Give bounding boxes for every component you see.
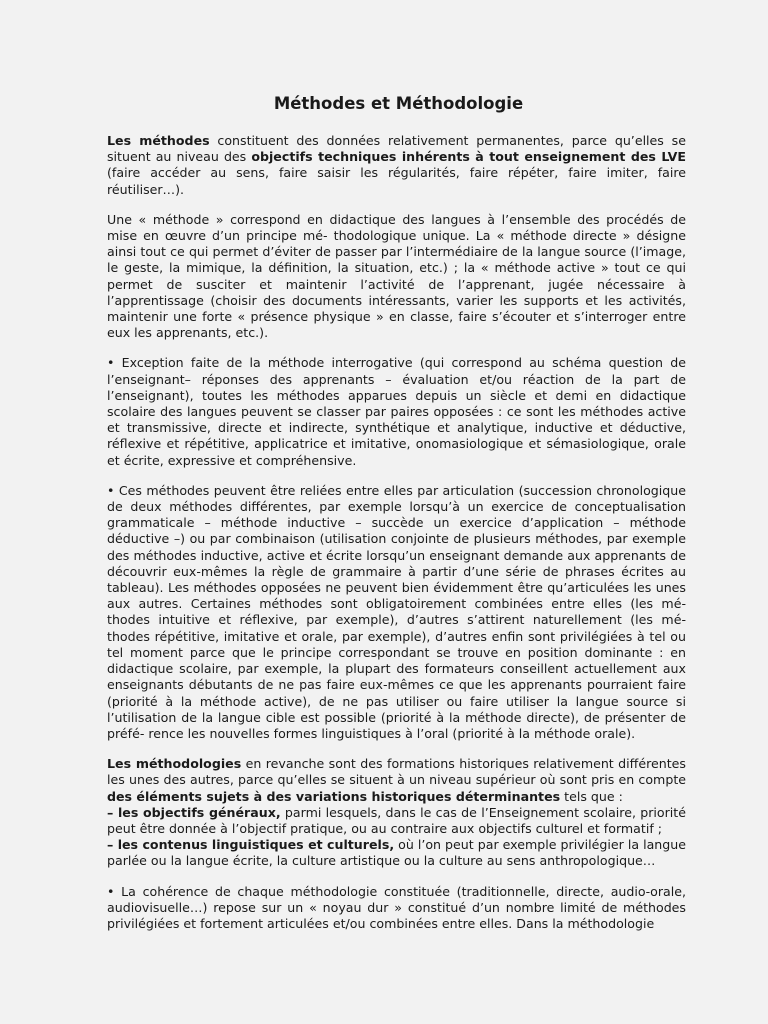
paragraph-text: tels que : [560, 788, 623, 804]
bold-term: Les méthodologies [107, 756, 242, 772]
list-item-text: parmi lesquels, dans le cas de l’Enseignement scolaire, priorité peut être donnée à l’objectif pratique, ou au contraire aux objectifs culturel et formatif ; [107, 804, 686, 836]
bold-term: objectifs techniques inhérents à tout enseignement des LVE [251, 149, 686, 165]
paragraph-text: constituent des données relativement permanentes, parce qu’elles se situent au niveau des [107, 133, 686, 165]
paragraph-bullet-coherence: • La cohérence de chaque méthodologie constituée (traditionnelle, directe, audio‑orale, audiovisuelle…) repose sur un « noyau dur » constitué d’un nombre limité de méthodes privilégiées et fortement articulées et/ou combinées entre elles. Dans la méthodologie [107, 883, 686, 931]
bold-term: – les contenus linguistiques et culturels, [107, 837, 395, 853]
list-item [107, 805, 686, 837]
paragraph-text: (faire accéder au sens, faire saisir les régularités, faire répéter, faire imiter, faire réutiliser…). [107, 165, 686, 197]
paragraph-methodologies [107, 756, 686, 869]
paragraph-text: en revanche sont des formations historiques relativement différentes les unes des autres, parce qu’elles se situent à un niveau supérieur où sont pris en compte [107, 756, 686, 788]
methodologies-intro [107, 756, 686, 805]
list-item [107, 837, 686, 869]
bold-term: des éléments sujets à des variations historiques déterminantes [107, 788, 561, 804]
paragraph-definition: Une « méthode » correspond en didactique des langues à l’ensemble des procédés de mise en œuvre d’un principe mé‑ thodologique unique. La « méthode directe » désigne ainsi tout ce qui permet d’éviter de passer par l’intermédiaire de la langue source (l’image, le geste, la mimique, la définition, la situation, etc.) ; la « méthode active » tout ce qui permet de susciter et maintenir l’activité de l’apprenant, jugée nécessaire à l’apprentissage (choisir des documents intéressants, varier les supports et les activités, maintenir une forte « présence physique » en classe, faire s’écouter et s’interroger entre eux les apprenants, etc.). [107, 211, 686, 341]
paragraph-methodes [107, 133, 686, 198]
page-title: Méthodes et Méthodologie [273, 94, 524, 113]
bold-term: – les objectifs généraux, [107, 804, 281, 820]
list-item-text: où l’on peut par exemple privilégier la langue parlée ou la langue écrite, la culture artistique ou la culture au sens anthropologique… [107, 837, 686, 869]
bold-term: Les méthodes [107, 133, 210, 148]
paragraph-bullet-articulation: • Ces méthodes peuvent être reliées entre elles par articulation (succession chronologique de deux méthodes différentes, par exemple lorsqu’à un exercice de conceptualisation grammaticale – méthode inductive – succède un exercice d’application – méthode déductive –) ou par combinaison (utilisation conjointe de plusieurs méthodes, par exemple des méthodes inductive, active et écrite lorsqu’un enseignant demande aux apprenants de découvrir eux‑mêmes la règle de grammaire à partir d’une série de phrases écrites au tableau). Les méthodes opposées ne peuvent bien évidemment être qu’articulées les unes aux autres. Certaines méthodes sont obligatoirement combinées entre elles (les mé‑ thodes intuitive et réflexive, par exemple), d’autres s’attirent naturellement (les mé‑ thodes répétitive, imitative et orale, par exemple), d’autres enfin sont privilégiées à tel ou tel moment parce que le principe correspondant se trouve en position dominante : en didactique scolaire, par exemple, la plupart des formateurs conseillent actuellement aux enseignants débutants de ne pas faire eux‑mêmes ce que les apprenants pourraient faire (priorité à la méthode active), de ne pas utiliser ou faire utiliser la langue source si l’utilisation de la langue cible est possible (priorité à la méthode directe), de présenter de préfé‑ rence les nouvelles formes linguistiques à l’oral (priorité à la méthode orale). [107, 482, 686, 741]
paragraph-bullet-exception: • Exception faite de la méthode interrogative (qui correspond au schéma question de l’enseignant– réponses des apprenants – évaluation et/ou réaction de la part de l’enseignant), toutes les méthodes apparues depuis un siècle et demi en didactique scolaire des langues peuvent se classer par paires opposées : ce sont les méthodes active et transmissive, directe et indirecte, synthétique et analytique, inductive et déductive, réflexive et répétitive, applicatrice et imitative, onomasiologique et sémasiologique, orale et écrite, expressive et compréhensive. [107, 355, 686, 468]
